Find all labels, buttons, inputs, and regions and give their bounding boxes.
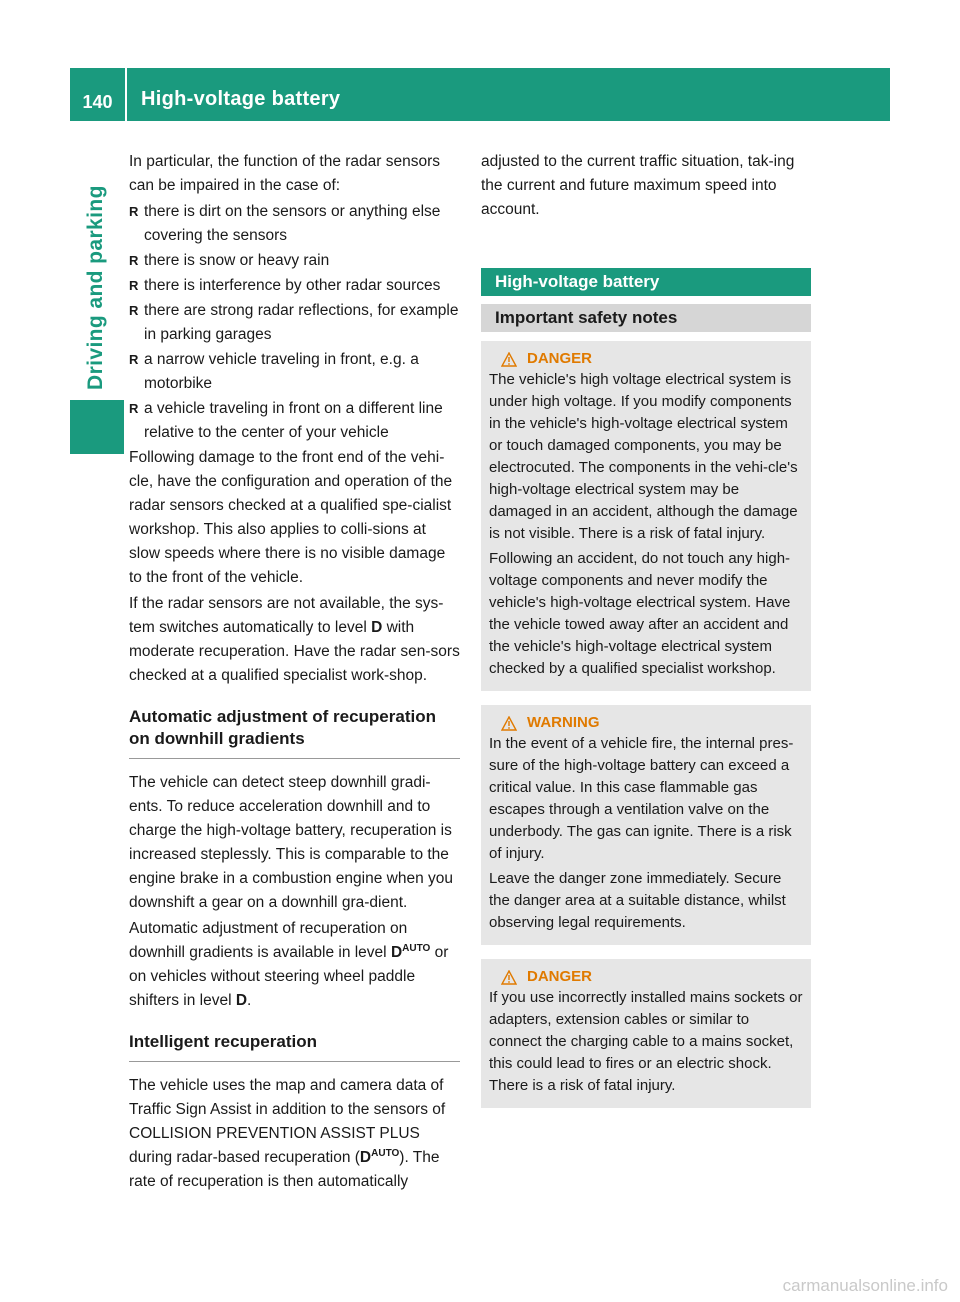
availability-paragraph: Automatic adjustment of recuperation on downhill gradients is available in level $D^{AUTO}$ or on vehicles without steering wheel paddle shifters in level D. (129, 920, 449, 1009)
warning-box (481, 705, 811, 945)
section-heading: Intelligent recuperation (129, 1031, 460, 1062)
warning-triangle-icon (501, 970, 517, 985)
warning-label: WARNING (527, 714, 600, 731)
box-text: Leave the danger zone immediately. Secure the danger area at a suitable distance, whilst observing legal requirements. (489, 870, 786, 931)
warning-triangle-icon (501, 716, 517, 731)
danger-box (481, 959, 811, 1108)
side-tab-label: Driving and parking (84, 185, 107, 390)
box-text: Following an accident, do not touch any high-voltage components and never modify the vehicle's high-voltage electrical system. Have the vehicle towed away after an accident and the vehicle's high-voltage electrical system checked by a qualified specialist workshop. (489, 550, 791, 677)
section-heading: Automatic adjustment of recuperation on downhill gradients (129, 706, 460, 759)
downhill-paragraph: The vehicle can detect steep downhill gradi-ents. To reduce acceleration downhill and to charge the high-voltage battery, recuperation is increased steplessly. This is comparable to the engine brake in a combustion engine when you downshift a gear on a downhill gra-dient. (129, 774, 454, 911)
page-title: High-voltage battery (141, 88, 341, 110)
list-item: R there is snow or heavy rain (129, 249, 460, 273)
list-item: R there are strong radar reflections, for example in parking garages (129, 299, 460, 347)
list-item: R there is dirt on the sensors or anything else covering the sensors (129, 200, 460, 248)
list-item: R a vehicle traveling in front on a different line relative to the center of your vehicle (129, 397, 460, 445)
watermark: carmanualsonline.info (782, 1276, 948, 1295)
subsection-title-bar: Important safety notes (481, 304, 811, 332)
right-column (481, 150, 811, 1108)
left-column (129, 150, 460, 1196)
danger-label: DANGER (527, 968, 593, 985)
section-title-bar: High-voltage battery (481, 268, 811, 296)
level-superscript: AUTO (371, 1147, 400, 1159)
list-item: R a narrow vehicle traveling in front, e.g. a motorbike (129, 348, 460, 396)
level-indicator: D (371, 619, 383, 636)
list-item: R there is interference by other radar sources (129, 274, 460, 298)
level-indicator: D (390, 944, 403, 961)
box-text: The vehicle's high voltage electrical system is under high voltage. If you modify components in the vehicle's high-voltage electrical system or touch damaged components, you may be electrocuted. The components in the vehi-cle's high-voltage electrical system may be damaged in an accident, although the damage is not visible. There is a risk of fatal injury. (489, 371, 798, 542)
intelligent-recuperation-paragraph: The vehicle uses the map and camera data of Traffic Sign Assist in addition to the sensors of COLLISION PREVENTION ASSIST PLUS during radar-based recuperation $(D^{AUTO})$. The rate of recuperation is then automatically (129, 1077, 446, 1190)
danger-label: DANGER (527, 350, 593, 367)
warning-triangle-icon (501, 352, 517, 367)
page-number: 140 (70, 68, 127, 121)
intro-paragraph: In particular, the function of the radar sensors can be impaired in the case of: (129, 153, 441, 194)
continued-paragraph: adjusted to the current traffic situation, tak-ing the current and future maximum speed into account. (481, 153, 795, 218)
level-indicator: D (359, 1149, 372, 1166)
danger-box (481, 341, 811, 691)
box-text: If you use incorrectly installed mains sockets or adapters, extension cables or similar to connect the charging cable to a mains socket, this could lead to fires or an electric shock. There is a risk of fatal injury. (489, 989, 803, 1094)
impairment-list (129, 200, 460, 445)
level-indicator: D (235, 992, 248, 1009)
damage-paragraph: Following damage to the front end of the vehi-cle, have the configuration and operation of the radar sensors checked at a qualified spe-cialist workshop. This also applies to colli-sions at slow speeds where there is no visible damage to the front of the vehicle. (129, 449, 453, 586)
side-tab-marker (70, 400, 124, 454)
radar-unavailable-paragraph: If the radar sensors are not available, the sys-tem switches automatically to level D with moderate recuperation. Have the radar sen-sors checked at a qualified specialist work-shop. (129, 595, 460, 684)
box-text: In the event of a vehicle fire, the internal pres-sure of the high-voltage battery can exceed a critical value. In this case flammable gas escapes through a ventilation valve on the underbody. The gas can ignite. There is a risk of injury. (489, 735, 794, 862)
level-superscript: AUTO (402, 942, 431, 954)
